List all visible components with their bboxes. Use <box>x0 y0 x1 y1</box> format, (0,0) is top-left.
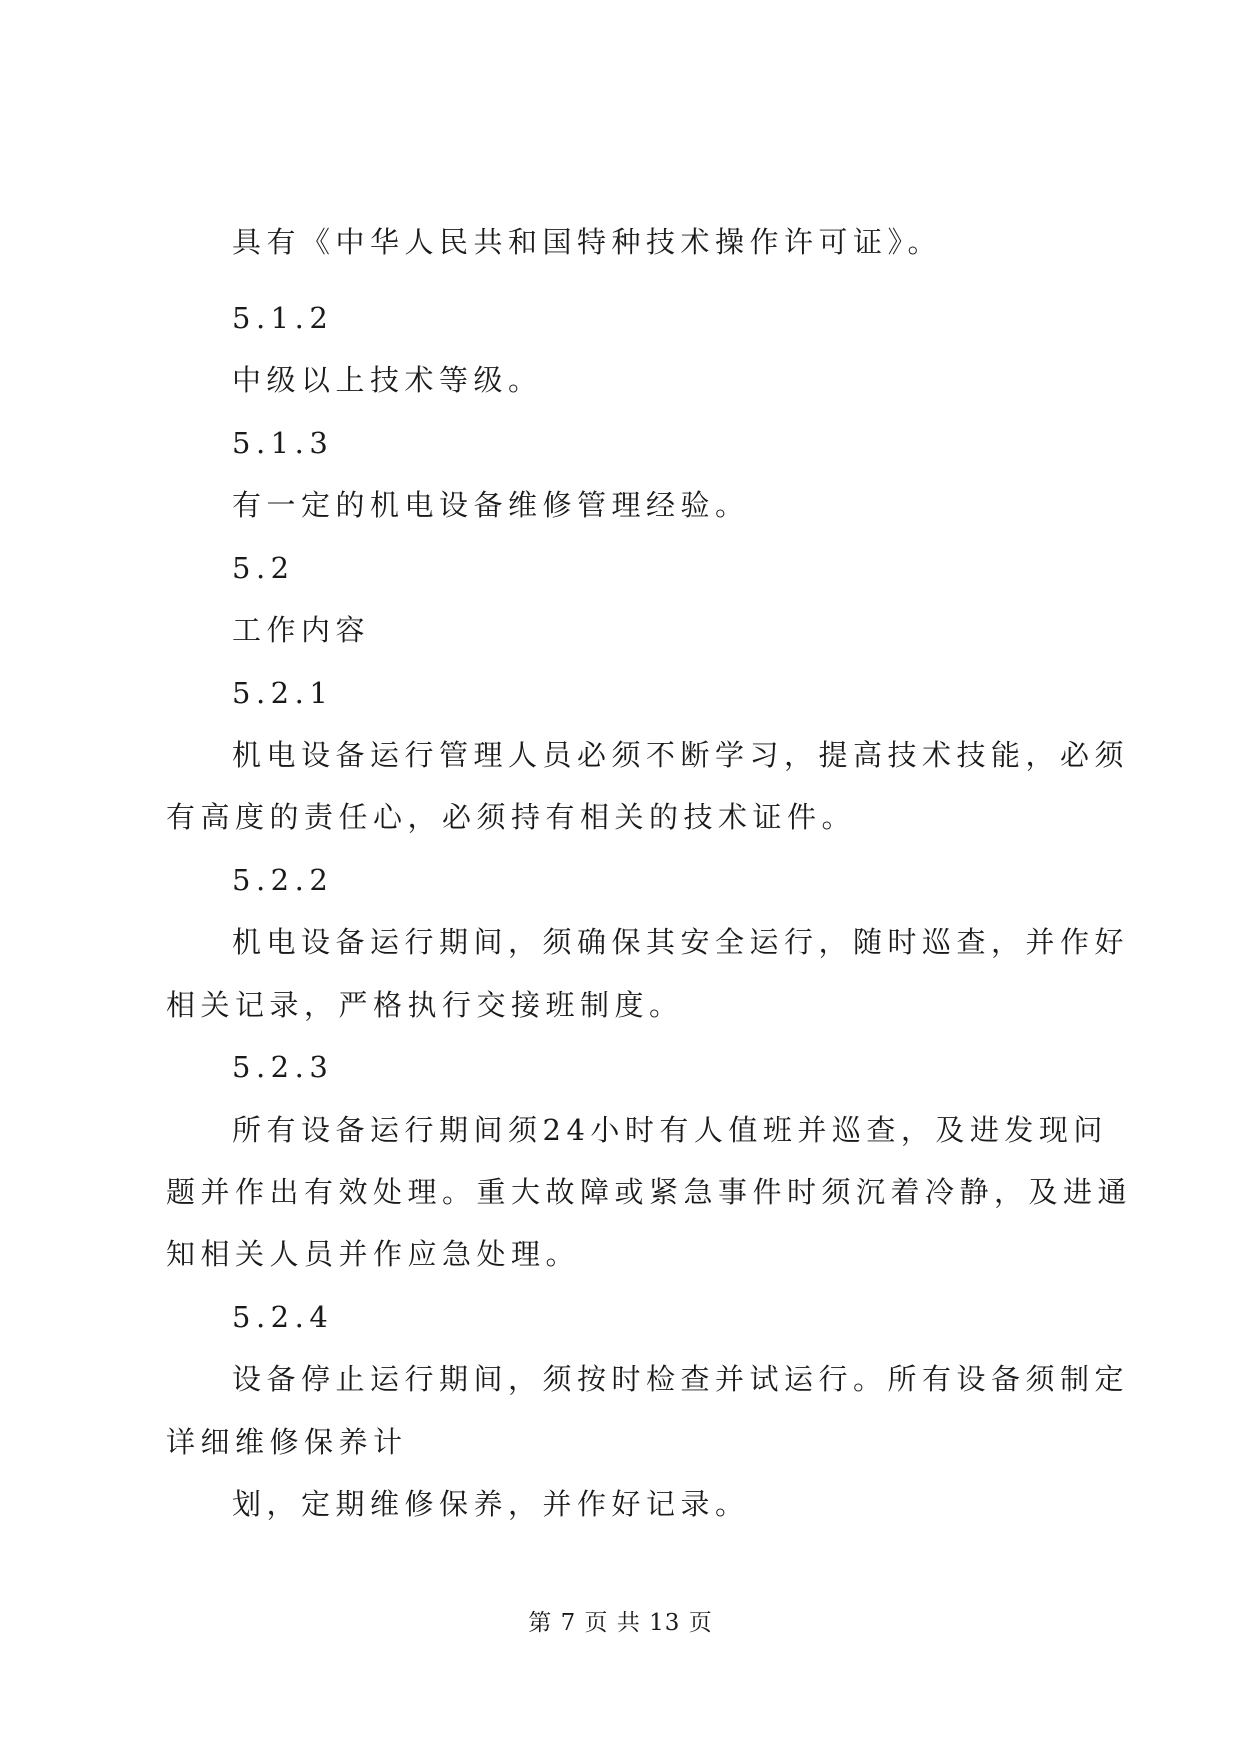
text-line: 相关记录，严格执行交接班制度。 <box>166 988 684 1022</box>
text-line: 有一定的机电设备维修管理经验。 <box>232 488 750 522</box>
section-number: 5.2 <box>232 551 295 585</box>
text-line: 题并作出有效处理。重大故障或紧急事件时须沉着冷静，及进通 <box>166 1175 1133 1209</box>
section-number: 5.2.4 <box>232 1300 334 1334</box>
text-line: 具有《中华人民共和国特种技术操作许可证》。 <box>232 225 943 259</box>
text-line: 有高度的责任心，必须持有相关的技术证件。 <box>166 800 857 834</box>
text-line: 设备停止运行期间，须按时检查并试运行。所有设备须制定 <box>232 1362 1130 1396</box>
text-line: 详细维修保养计 <box>166 1425 408 1459</box>
section-number: 5.2.3 <box>232 1050 334 1084</box>
text-line: 中级以上技术等级。 <box>232 363 543 397</box>
section-number: 5.1.3 <box>232 426 334 460</box>
text-line: 机电设备运行管理人员必须不断学习，提高技术技能，必须 <box>232 738 1130 772</box>
text-line: 机电设备运行期间，须确保其安全运行，随时巡查，并作好 <box>232 925 1130 959</box>
section-number: 5.1.2 <box>232 301 334 335</box>
text-line: 所有设备运行期间须24小时有人值班并巡查，及进发现问 <box>232 1113 1108 1147</box>
section-heading: 工作内容 <box>232 613 371 647</box>
section-number: 5.2.1 <box>232 676 334 710</box>
page-number-footer: 第 7 页 共 13 页 <box>528 1610 713 1636</box>
section-number: 5.2.2 <box>232 863 334 897</box>
text-line: 知相关人员并作应急处理。 <box>166 1237 581 1271</box>
text-line: 划，定期维修保养，并作好记录。 <box>232 1487 750 1521</box>
